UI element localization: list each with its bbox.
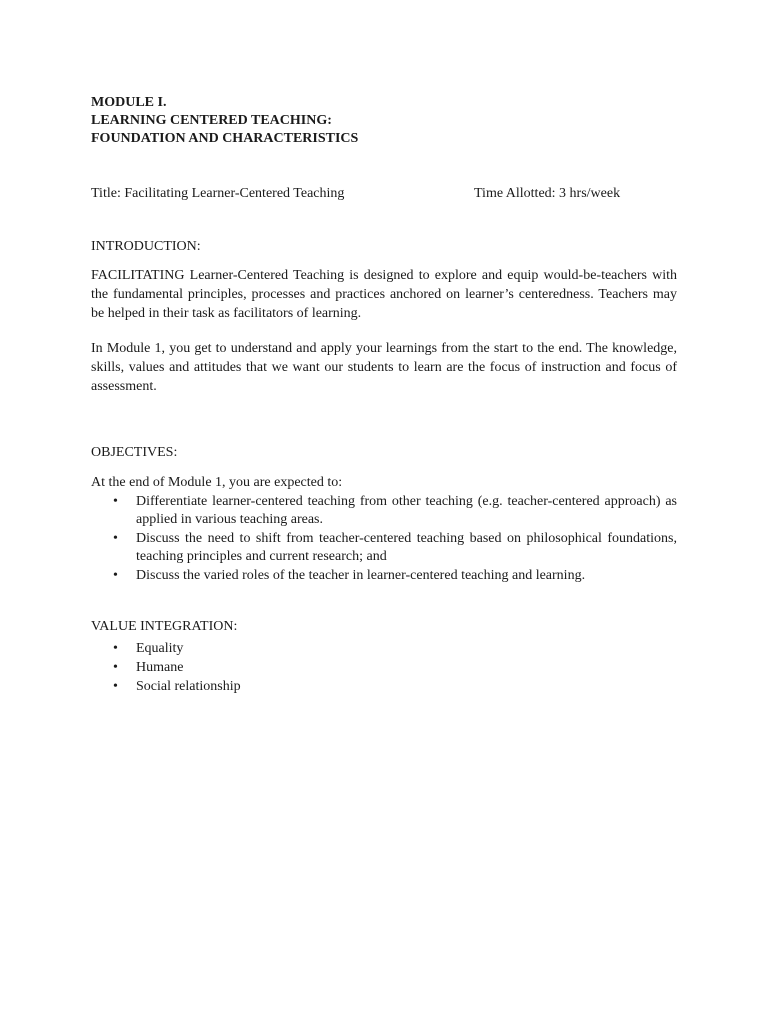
- list-item: [91, 493, 677, 529]
- introduction-paragraph-2: In Module 1, you get to understand and apply your learnings from the start to the end. The knowledge, skills, values and attitudes that we want our students to learn are the focus of instruction and focus of assessment.: [91, 341, 677, 394]
- objective-text: Discuss the need to shift from teacher-centered teaching based on philosophical foundations, teaching principles and current research; and: [136, 531, 677, 564]
- objectives-lead: At the end of Module 1, you are expected to:: [91, 475, 343, 490]
- list-item: [91, 530, 677, 566]
- time-allotted: Time Allotted: 3 hrs/week: [474, 186, 621, 201]
- objectives-list: [91, 493, 677, 585]
- objectives-label: OBJECTIVES:: [91, 445, 178, 460]
- introduction-paragraph-1: FACILITATING Learner-Centered Teaching is designed to explore and equip would-be-teachers with the fundamental principles, processes and practices anchored on learner’s centeredness. Teachers may be helped in their task as facilitators of learning.: [91, 268, 677, 321]
- value-text: Equality: [136, 641, 184, 656]
- module-title-line-1: LEARNING CENTERED TEACHING:: [91, 113, 332, 128]
- list-item: [91, 658, 677, 677]
- module-heading: [91, 94, 677, 148]
- bullet-icon: •: [113, 531, 118, 546]
- list-item: [91, 567, 677, 585]
- bullet-icon: •: [113, 679, 118, 694]
- list-item: [91, 639, 677, 658]
- objective-text: Differentiate learner-centered teaching from other teaching (e.g. teacher-centered approach) as applied in various teaching areas.: [136, 494, 677, 527]
- document-page: [91, 94, 677, 696]
- list-item: [91, 677, 677, 696]
- value-integration-list: [91, 639, 677, 696]
- module-title-line-2: FOUNDATION AND CHARACTERISTICS: [91, 131, 359, 146]
- objective-text: Discuss the varied roles of the teacher in learner-centered teaching and learning.: [136, 568, 586, 583]
- course-title: Title: Facilitating Learner-Centered Teaching: [91, 186, 345, 201]
- bullet-icon: •: [113, 568, 118, 583]
- introduction-label: INTRODUCTION:: [91, 239, 201, 254]
- value-text: Humane: [136, 660, 184, 675]
- value-text: Social relationship: [136, 679, 241, 694]
- module-number: MODULE I.: [91, 95, 167, 110]
- bullet-icon: •: [113, 660, 118, 675]
- value-integration-label: VALUE INTEGRATION:: [91, 619, 238, 634]
- title-row: [91, 185, 677, 203]
- bullet-icon: •: [113, 641, 118, 656]
- bullet-icon: •: [113, 494, 118, 509]
